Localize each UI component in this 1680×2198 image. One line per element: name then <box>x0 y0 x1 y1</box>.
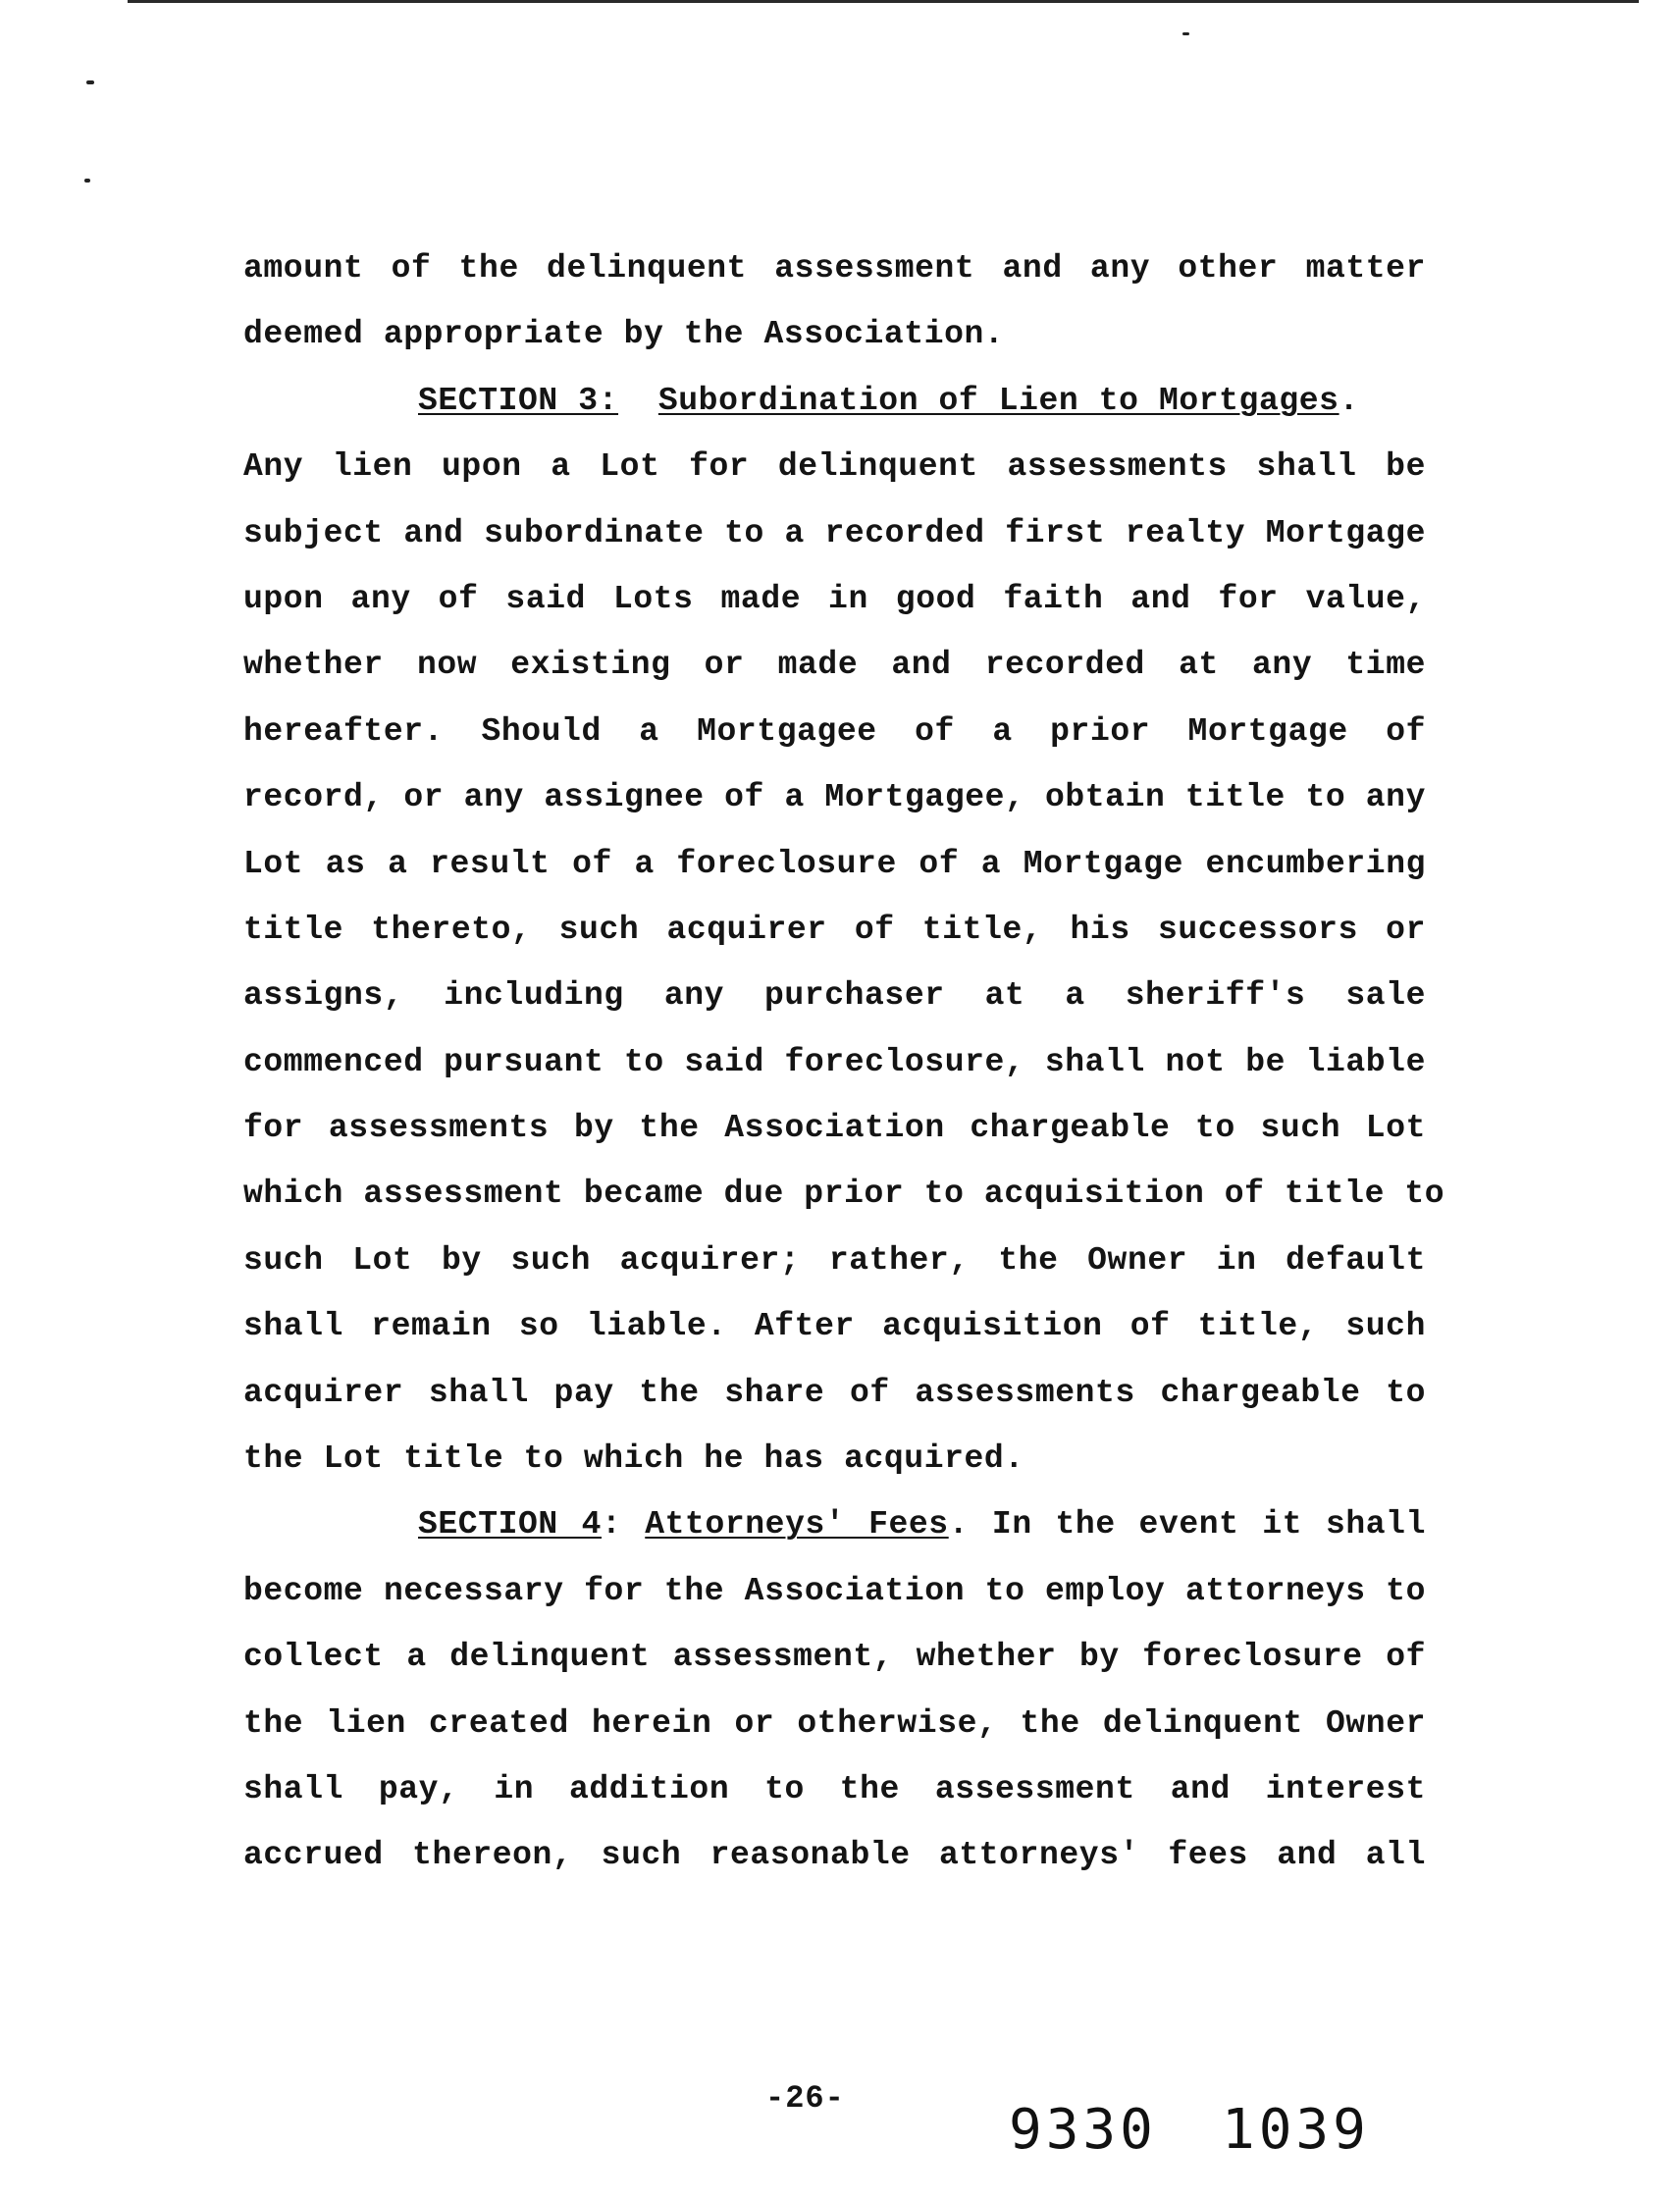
text-line: hereafter. Should a Mortgagee of a prior Mortgage of <box>243 712 1426 750</box>
text-line: Lot as a result of a foreclosure of a Mortgage encumbering <box>243 845 1426 882</box>
text-line: such Lot by such acquirer; rather, the Owner in default <box>243 1241 1426 1279</box>
text-line: which assessment became due prior to acquisition of title to <box>243 1176 1445 1213</box>
paragraph-continuation <box>243 236 1426 368</box>
scan-top-edge <box>128 0 1639 3</box>
section-3 <box>243 368 1445 1492</box>
text-line: the lien created herein or otherwise, the delinquent Owner <box>243 1704 1426 1742</box>
text-line: for assessments by the Association chargeable to such Lot <box>243 1110 1426 1147</box>
text-line: deemed appropriate by the Association. <box>243 316 1005 353</box>
section-3-label: SECTION 3: <box>418 382 619 419</box>
text-line: the Lot title to which he has acquired. <box>243 1440 1024 1478</box>
document-body <box>243 236 1445 1889</box>
text-line: amount of the delinquent assessment and any other matter <box>243 250 1426 287</box>
recording-stamp-page: 1039 <box>1222 2098 1370 2162</box>
text-line: Any lien upon a Lot for delinquent assessments shall be <box>243 448 1426 486</box>
text-line: collect a delinquent assessment, whether by foreclosure of <box>243 1639 1426 1676</box>
section-4-first-line-text: In the event it shall <box>991 1506 1426 1544</box>
section-3-heading-line <box>243 368 1426 434</box>
section-4-label: SECTION 4 <box>418 1506 603 1544</box>
section-4 <box>243 1492 1426 1888</box>
section-4-heading-line <box>243 1492 1426 1557</box>
text-line: assigns, including any purchaser at a sheriff's sale <box>243 977 1426 1015</box>
page-number: -26- <box>765 2080 845 2117</box>
text-line: become necessary for the Association to employ attorneys to <box>243 1572 1426 1609</box>
text-line: shall remain so liable. After acquisition of title, such <box>243 1308 1426 1345</box>
section-4-title: Attorneys' Fees <box>645 1506 949 1544</box>
text-line: shall pay, in addition to the assessment and interest <box>243 1770 1426 1807</box>
text-line: title thereto, such acquirer of title, his successors or <box>243 911 1426 948</box>
section-3-title: Subordination of Lien to Mortgages <box>657 382 1339 419</box>
text-line: subject and subordinate to a recorded first realty Mortgage <box>243 514 1426 551</box>
text-line: record, or any assignee of a Mortgagee, obtain title to any <box>243 779 1426 816</box>
section-3-title-period: . <box>1339 382 1359 419</box>
text-line: accrued thereon, such reasonable attorneys' fees and all <box>243 1837 1426 1874</box>
section-4-title-period: . <box>948 1506 970 1544</box>
scan-speck <box>84 179 90 183</box>
scan-speck <box>86 80 94 84</box>
text-line: upon any of said Lots made in good faith and for value, <box>243 580 1426 617</box>
text-line: acquirer shall pay the share of assessments chargeable to <box>243 1374 1426 1411</box>
text-line: commenced pursuant to said foreclosure, shall not be liable <box>243 1043 1426 1080</box>
recording-stamp-book: 9330 <box>1009 2098 1157 2162</box>
section-4-colon: : <box>602 1506 622 1544</box>
scan-speck <box>1182 32 1189 35</box>
text-line: whether now existing or made and recorded at any time <box>243 647 1426 684</box>
